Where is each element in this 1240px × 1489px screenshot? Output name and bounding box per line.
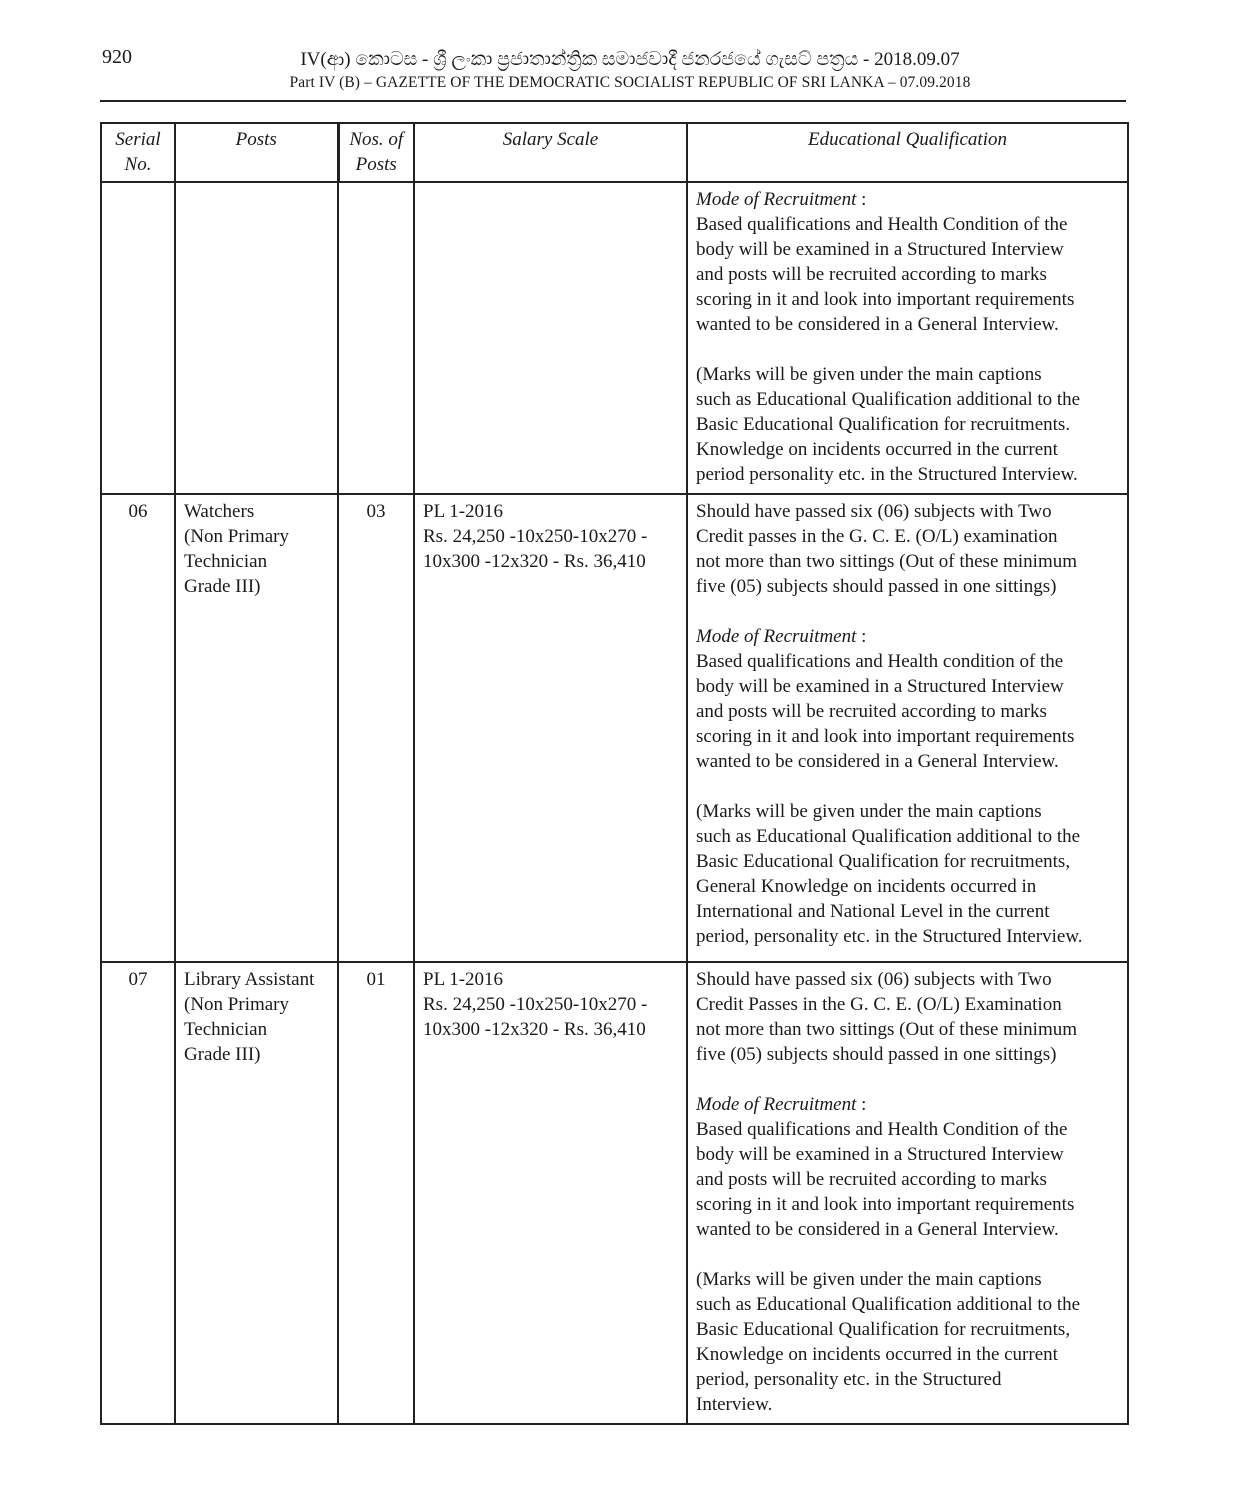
- qualification-line: Credit Passes in the G. C. E. (O/L) Examination: [696, 994, 1062, 1015]
- qualification-line: Credit passes in the G. C. E. (O/L) examination: [696, 526, 1058, 547]
- header-divider: [100, 100, 1126, 102]
- post-name-line: Grade III): [184, 1044, 261, 1065]
- post-name-line: Technician: [184, 1019, 268, 1040]
- marks-note-line: Knowledge on incidents occurred in the current: [696, 1344, 1058, 1365]
- gazette-header-sinhala: IV(ආ) කොටස - ශ්‍රී ලංකා ප්‍රජාතාන්ත්‍රික සමාජවාදී ජනරජයේ ගැසට් පත්‍රය - 2018.09.07: [300, 49, 960, 70]
- column-header-educational-qualification: Educational Qualification: [687, 123, 1128, 182]
- qualification-line: Should have passed six (06) subjects with Two: [696, 501, 1052, 522]
- post-name-line: Watchers: [184, 501, 255, 522]
- number-of-posts: 03: [366, 501, 386, 522]
- table-header-row: [101, 123, 1128, 182]
- educational-qualification-cell: [687, 494, 1128, 962]
- mode-of-recruitment-label: Mode of Recruitment: [696, 1094, 857, 1115]
- recruitment-mode-line: Based qualifications and Health Condition of the: [696, 1119, 1068, 1140]
- salary-scale-line: 10x300 -12x320 - Rs. 36,410: [423, 551, 646, 572]
- marks-note-line: International and National Level in the current: [696, 901, 1050, 922]
- marks-note-line: Basic Educational Qualification for recruitments,: [696, 1319, 1071, 1340]
- column-header-salary-scale: Salary Scale: [414, 123, 687, 182]
- recruitment-mode-line: wanted to be considered in a General Interview.: [696, 314, 1059, 335]
- marks-note-line: (Marks will be given under the main captions: [696, 364, 1042, 385]
- recruitment-mode-line: scoring in it and look into important requirements: [696, 289, 1075, 310]
- recruitment-mode-line: and posts will be recruited according to marks: [696, 1169, 1047, 1190]
- recruitment-mode-line: wanted to be considered in a General Interview.: [696, 1219, 1059, 1240]
- mode-of-recruitment-heading: [696, 187, 1119, 212]
- post-name-line: Technician: [184, 551, 268, 572]
- marks-note-line: such as Educational Qualification additional to the: [696, 826, 1081, 847]
- mode-of-recruitment-label: Mode of Recruitment: [696, 626, 857, 647]
- recruitment-mode-line: scoring in it and look into important requirements: [696, 1194, 1075, 1215]
- serial-number: 06: [128, 501, 148, 522]
- marks-note-line: period, personality etc. in the Structured Interview.: [696, 926, 1083, 947]
- column-header-posts: Posts: [175, 123, 338, 182]
- salary-scale-line: 10x300 -12x320 - Rs. 36,410: [423, 1019, 646, 1040]
- salary-scale-cell: [414, 182, 687, 494]
- serial-number-cell: [101, 182, 175, 494]
- table-row: [101, 182, 1128, 494]
- table-row: [101, 494, 1128, 962]
- number-of-posts-cell: [338, 494, 414, 962]
- educational-qualification-cell: [687, 182, 1128, 494]
- mode-of-recruitment-colon: :: [856, 1094, 867, 1115]
- recruitment-mode-line: scoring in it and look into important requirements: [696, 726, 1075, 747]
- salary-scale-cell: [414, 962, 687, 1424]
- qualification-line: Should have passed six (06) subjects with Two: [696, 969, 1052, 990]
- recruitment-mode-line: body will be examined in a Structured Interview: [696, 676, 1064, 697]
- recruitment-mode-line: body will be examined in a Structured Interview: [696, 1144, 1064, 1165]
- mode-of-recruitment-heading: [696, 1092, 1119, 1117]
- column-header-serial: Serial No.: [101, 123, 175, 182]
- post-name-line: Grade III): [184, 576, 261, 597]
- number-of-posts: 01: [366, 969, 386, 990]
- marks-note-line: such as Educational Qualification additional to the: [696, 1294, 1081, 1315]
- marks-note-line: Knowledge on incidents occurred in the current: [696, 439, 1058, 460]
- recruitment-mode-line: and posts will be recruited according to marks: [696, 701, 1047, 722]
- qualification-line: not more than two sittings (Out of these minimum: [696, 551, 1078, 572]
- marks-note-line: such as Educational Qualification additional to the: [696, 389, 1081, 410]
- recruitment-mode-line: wanted to be considered in a General Interview.: [696, 751, 1059, 772]
- column-header-nos-of-posts: Nos. of Posts: [338, 123, 414, 182]
- mode-of-recruitment-colon: :: [856, 626, 867, 647]
- recruitment-mode-line: Based qualifications and Health Condition of the: [696, 214, 1068, 235]
- table-row: [101, 962, 1128, 1424]
- mode-of-recruitment-heading: [696, 624, 1119, 649]
- post-name-cell: [175, 962, 338, 1424]
- marks-note-line: (Marks will be given under the main captions: [696, 1269, 1042, 1290]
- page-number: 920: [102, 46, 132, 68]
- educational-qualification-cell: [687, 962, 1128, 1424]
- marks-note-line: Interview.: [696, 1394, 773, 1415]
- marks-note-line: General Knowledge on incidents occurred in: [696, 876, 1037, 897]
- salary-scale-line: Rs. 24,250 -10x250-10x270 -: [423, 994, 648, 1015]
- salary-scale-line: PL 1-2016: [423, 969, 504, 990]
- posts-table: [100, 122, 1129, 1425]
- serial-number-cell: [101, 962, 175, 1424]
- mode-of-recruitment-colon: :: [856, 189, 867, 210]
- qualification-line: five (05) subjects should passed in one sittings): [696, 1044, 1057, 1065]
- qualification-line: five (05) subjects should passed in one sittings): [696, 576, 1057, 597]
- recruitment-mode-line: body will be examined in a Structured Interview: [696, 239, 1064, 260]
- post-name-line: Library Assistant: [184, 969, 315, 990]
- salary-scale-cell: [414, 494, 687, 962]
- serial-number: 07: [128, 969, 148, 990]
- post-name-line: (Non Primary: [184, 994, 290, 1015]
- recruitment-mode-line: and posts will be recruited according to marks: [696, 264, 1047, 285]
- marks-note-line: period personality etc. in the Structured Interview.: [696, 464, 1078, 485]
- gazette-header-english: Part IV (B) – GAZETTE OF THE DEMOCRATIC SOCIALIST REPUBLIC OF SRI LANKA – 07.09.2018: [289, 74, 971, 91]
- post-name-cell: [175, 494, 338, 962]
- salary-scale-line: Rs. 24,250 -10x250-10x270 -: [423, 526, 648, 547]
- marks-note-line: period, personality etc. in the Structured: [696, 1369, 1002, 1390]
- marks-note-line: Basic Educational Qualification for recruitments,: [696, 851, 1071, 872]
- qualification-line: not more than two sittings (Out of these minimum: [696, 1019, 1078, 1040]
- marks-note-line: (Marks will be given under the main captions: [696, 801, 1042, 822]
- marks-note-line: Basic Educational Qualification for recruitments.: [696, 414, 1071, 435]
- serial-number-cell: [101, 494, 175, 962]
- mode-of-recruitment-label: Mode of Recruitment: [696, 189, 857, 210]
- post-name-line: (Non Primary: [184, 526, 290, 547]
- salary-scale-line: PL 1-2016: [423, 501, 504, 522]
- number-of-posts-cell: [338, 962, 414, 1424]
- post-name-cell: [175, 182, 338, 494]
- recruitment-mode-line: Based qualifications and Health condition of the: [696, 651, 1064, 672]
- number-of-posts-cell: [338, 182, 414, 494]
